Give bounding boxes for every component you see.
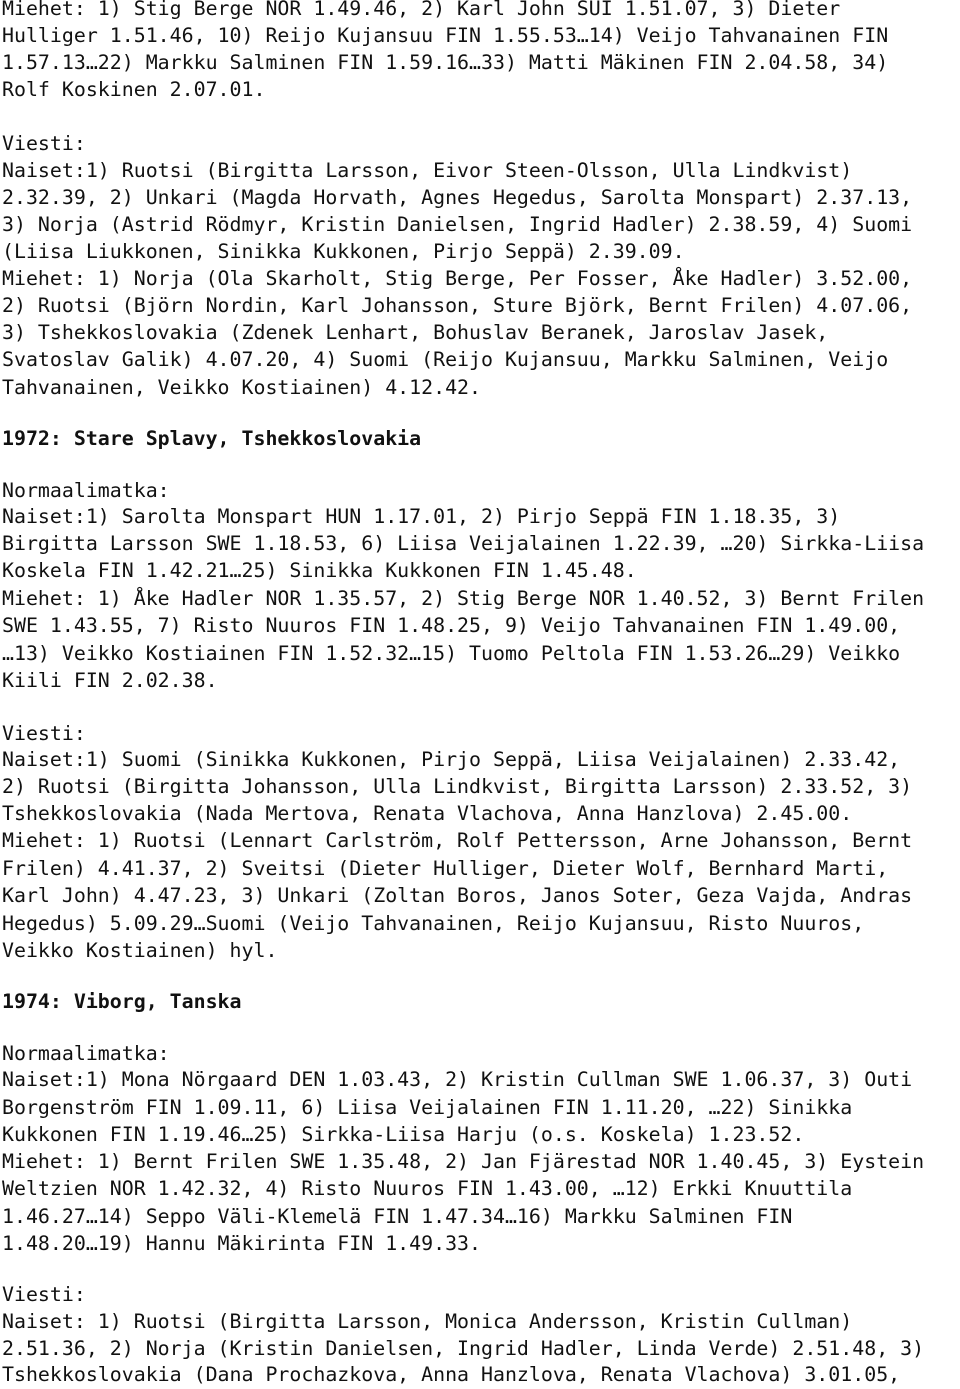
- text-line: Naiset: 1) Ruotsi (Birgitta Larsson, Monica Andersson, Kristin Cullman): [2, 1310, 853, 1333]
- text-line: Kiili FIN 2.02.38.: [2, 669, 218, 692]
- text-line: …13) Veikko Kostiainen FIN 1.52.32…15) Tuomo Peltola FIN 1.53.26…29) Veikko: [2, 642, 901, 665]
- subheading-viesti: Viesti:: [2, 722, 86, 745]
- text-line: Weltzien NOR 1.42.32, 4) Risto Nuuros FIN 1.43.00, …12) Erkki Knuuttila: [2, 1177, 853, 1200]
- text-line: Naiset:1) Suomi (Sinikka Kukkonen, Pirjo Seppä, Liisa Veijalainen) 2.33.42,: [2, 748, 901, 771]
- subheading-viesti: Viesti:: [2, 132, 86, 155]
- text-line: (Liisa Liukkonen, Sinikka Kukkonen, Pirjo Seppä) 2.39.09.: [2, 240, 685, 263]
- section-heading-1974: 1974: Viborg, Tanska: [2, 990, 242, 1013]
- text-line: 2.32.39, 2) Unkari (Magda Horvath, Agnes Hegedus, Sarolta Monspart) 2.37.13,: [2, 186, 913, 209]
- text-line: 3) Tshekkoslovakia (Zdenek Lenhart, Bohuslav Beranek, Jaroslav Jasek,: [2, 321, 829, 344]
- text-line: SWE 1.43.55, 7) Risto Nuuros FIN 1.48.25, 9) Veijo Tahvanainen FIN 1.49.00,: [2, 614, 901, 637]
- text-line: Miehet: 1) Ruotsi (Lennart Carlström, Rolf Pettersson, Arne Johansson, Bernt: [2, 829, 913, 852]
- text-line: 2) Ruotsi (Björn Nordin, Karl Johansson, Sture Björk, Bernt Frilen) 4.07.06,: [2, 294, 913, 317]
- text-line: Hegedus) 5.09.29…Suomi (Veijo Tahvanainen, Reijo Kujansuu, Risto Nuuros,: [2, 912, 865, 935]
- text-line: Hulliger 1.51.46, 10) Reijo Kujansuu FIN 1.55.53…14) Veijo Tahvanainen FIN: [2, 24, 889, 47]
- text-line: Tshekkoslovakia (Dana Prochazkova, Anna Hanzlova, Renata Vlachova) 3.01.05,: [2, 1363, 901, 1386]
- text-line: 1.57.13…22) Markku Salminen FIN 1.59.16…33) Matti Mäkinen FIN 2.04.58, 34): [2, 51, 889, 74]
- text-line: Frilen) 4.41.37, 2) Sveitsi (Dieter Hulliger, Dieter Wolf, Bernhard Marti,: [2, 857, 889, 880]
- text-line: 2) Ruotsi (Birgitta Johansson, Ulla Lindkvist, Birgitta Larsson) 2.33.52, 3): [2, 775, 913, 798]
- subheading-viesti: Viesti:: [2, 1283, 86, 1306]
- text-line: Karl John) 4.47.23, 3) Unkari (Zoltan Boros, Janos Soter, Geza Vajda, Andras: [2, 884, 913, 907]
- text-line: Naiset:1) Ruotsi (Birgitta Larsson, Eivor Steen-Olsson, Ulla Lindkvist): [2, 159, 853, 182]
- text-line: 1.48.20…19) Hannu Mäkirinta FIN 1.49.33.: [2, 1232, 482, 1255]
- subheading-normaalimatka: Normaalimatka:: [2, 1042, 170, 1065]
- text-line: Kukkonen FIN 1.19.46…25) Sirkka-Liisa Harju (o.s. Koskela) 1.23.52.: [2, 1123, 805, 1146]
- text-line: 2.51.36, 2) Norja (Kristin Danielsen, Ingrid Hadler, Linda Verde) 2.51.48, 3): [2, 1337, 925, 1360]
- text-line: Borgenström FIN 1.09.11, 6) Liisa Veijalainen FIN 1.11.20, …22) Sinikka: [2, 1096, 853, 1119]
- text-line: Veikko Kostiainen) hyl.: [2, 939, 278, 962]
- text-line: Tshekkoslovakia (Nada Mertova, Renata Vlachova, Anna Hanzlova) 2.45.00.: [2, 802, 853, 825]
- text-line: Tahvanainen, Veikko Kostiainen) 4.12.42.: [2, 376, 482, 399]
- text-line: Miehet: 1) Norja (Ola Skarholt, Stig Berge, Per Fosser, Åke Hadler) 3.52.00,: [2, 267, 913, 290]
- text-line: Naiset:1) Mona Nörgaard DEN 1.03.43, 2) Kristin Cullman SWE 1.06.37, 3) Outi: [2, 1068, 913, 1091]
- text-line: Svatoslav Galik) 4.07.20, 4) Suomi (Reijo Kujansuu, Markku Salminen, Veijo: [2, 348, 889, 371]
- text-line: Koskela FIN 1.42.21…25) Sinikka Kukkonen FIN 1.45.48.: [2, 559, 637, 582]
- text-line: Miehet: 1) Åke Hadler NOR 1.35.57, 2) Stig Berge NOR 1.40.52, 3) Bernt Frilen: [2, 587, 925, 610]
- text-line: Naiset:1) Sarolta Monspart HUN 1.17.01, 2) Pirjo Seppä FIN 1.18.35, 3): [2, 505, 841, 528]
- section-heading-1972: 1972: Stare Splavy, Tshekkoslovakia: [2, 427, 422, 450]
- text-line: Miehet: 1) Bernt Frilen SWE 1.35.48, 2) Jan Fjärestad NOR 1.40.45, 3) Eystein: [2, 1150, 925, 1173]
- subheading-normaalimatka: Normaalimatka:: [2, 479, 170, 502]
- text-line: Miehet: 1) Stig Berge NOR 1.49.46, 2) Karl John SUI 1.51.07, 3) Dieter: [2, 0, 841, 20]
- text-line: Birgitta Larsson SWE 1.18.53, 6) Liisa Veijalainen 1.22.39, …20) Sirkka-Liisa: [2, 532, 925, 555]
- text-line: 1.46.27…14) Seppo Väli-Klemelä FIN 1.47.34…16) Markku Salminen FIN: [2, 1205, 793, 1228]
- text-line: 3) Norja (Astrid Rödmyr, Kristin Danielsen, Ingrid Hadler) 2.38.59, 4) Suomi: [2, 213, 913, 236]
- text-line: Rolf Koskinen 2.07.01.: [2, 78, 266, 101]
